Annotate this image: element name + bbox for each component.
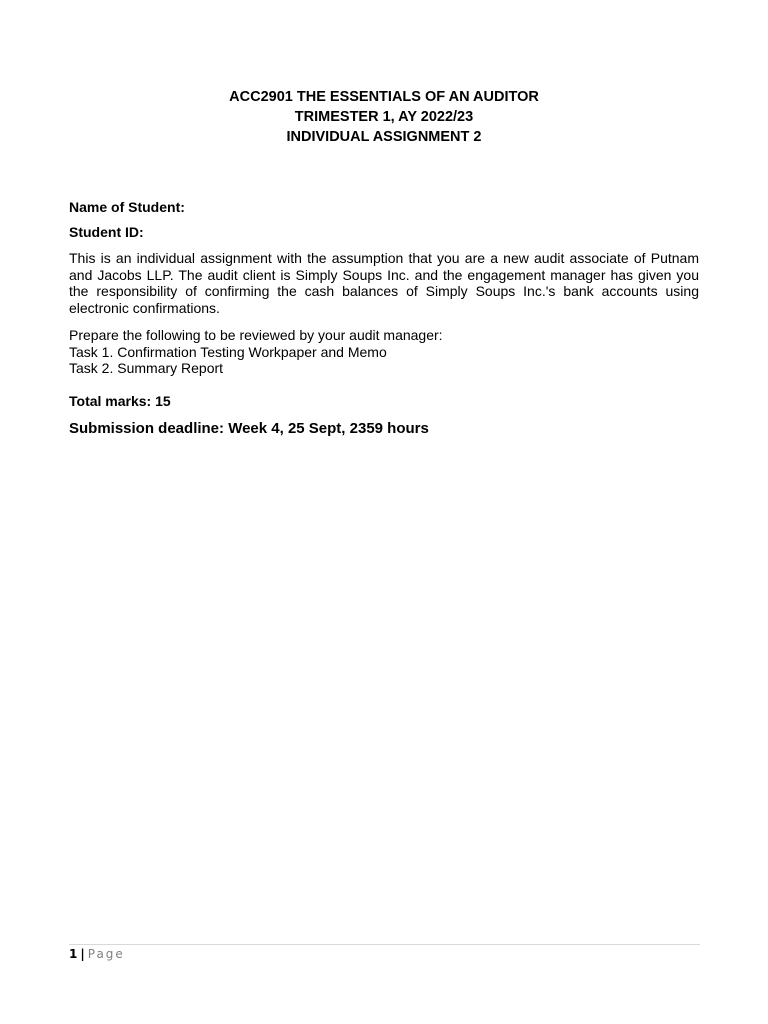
- submission-deadline: Submission deadline: Week 4, 25 Sept, 2359 hours: [69, 420, 429, 437]
- document-title-block: [0, 87, 768, 147]
- footer-separator: |: [80, 947, 85, 961]
- task-list-intro: Prepare the following to be reviewed by your audit manager:: [69, 327, 443, 343]
- footer-divider: [69, 944, 700, 945]
- student-name-label: Name of Student:: [69, 199, 185, 215]
- page-footer: [69, 947, 125, 961]
- course-title: ACC2901 THE ESSENTIALS OF AN AUDITOR: [229, 89, 539, 105]
- page-number: 1: [69, 947, 78, 961]
- trimester-title: TRIMESTER 1, AY 2022/23: [294, 109, 474, 125]
- task-item: Task 1. Confirmation Testing Workpaper and Memo: [69, 343, 387, 360]
- assignment-title: INDIVIDUAL ASSIGNMENT 2: [286, 129, 482, 145]
- assignment-intro-paragraph: This is an individual assignment with the assumption that you are a new audit associate of Putnam and Jacobs LLP. The audit client is Simply Soups Inc. and the engagement manager has given you the responsibility of confirming the cash balances of Simply Soups Inc.'s bank accounts using electronic confirmations.: [69, 250, 699, 316]
- task-list: [69, 327, 443, 377]
- student-id-label: Student ID:: [69, 224, 144, 240]
- total-marks: Total marks: 15: [69, 393, 171, 409]
- task-item: Task 2. Summary Report: [69, 360, 224, 376]
- page-word: Page: [87, 947, 125, 961]
